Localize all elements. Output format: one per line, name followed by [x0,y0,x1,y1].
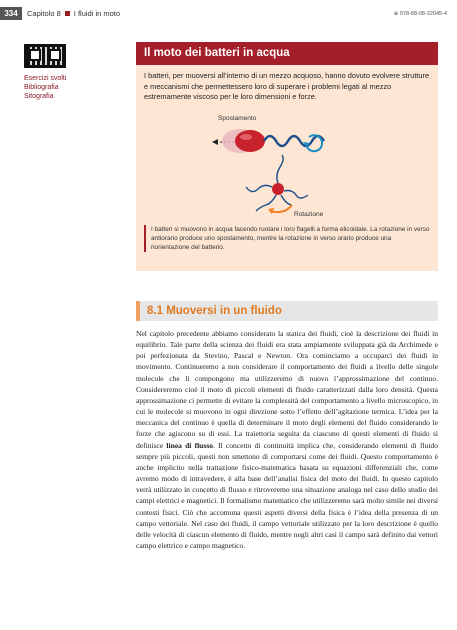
separator-square-icon [65,11,70,16]
link-sitografia[interactable]: Sitografia [24,93,54,100]
body-text [136,328,438,551]
section-heading [136,301,438,321]
body-paragraph [136,328,438,551]
body-part-2: . Il concetto di continuità implica che, considerando elementi di fluido sempre più piccoli, questi non smettono di comportarsi come dei fluidi. Questo comportamento è anche implicito nella trattazione fisico-matematica basata su equazioni differenziali che, come avremo modo di intravedere, è alla base dell’analisi fisica del moto dei fluidi. In questo capitolo verrà utilizzato in concetto di flusso e ritroveremo una situazione analoga nel caso dello studio dei campi elettrici e magnetici. Il formalismo matematico che utilizzeremo sarà molto simile nei diversi contesti fisici. Ciò che accomuna questi aspetti diversi della fisica è l’idea della presenza di un campo vettoriale. Nel caso dei fluidi, il campo vettoriale utilizzato per la loro descrizione è quello delle velocità di ciascun elemento di fluido, mentre negli altri casi il campo sarà definito dai vettori campo elettrico e campo magnetico. [136,440,438,550]
info-box [136,65,438,271]
flagellum-down-right [281,195,291,205]
bacteria-illustration [206,113,366,223]
chapter-label: Capitolo 8 [27,9,61,18]
bacterium-tumble-body [272,183,284,195]
label-rotazione: Rotazione [294,211,324,218]
bacterium-body [235,130,265,152]
qr-corner-right [49,49,61,61]
bold-term: linea di flusso [166,440,214,450]
arrow-head-left [212,139,218,145]
box-intro: I batteri, per muoversi all’interno di un mezzo acquoso, hanno dovuto evolvere strutture e meccanismi che permettessero loro di superare i problemi legati al mezzo estremamente viscoso per le loro dimensioni e forze. [144,71,430,101]
running-head [27,7,120,20]
section-number: 8.1 [147,305,163,317]
section-title-text: Muoversi in un fluido [166,305,282,317]
section-accent-bar [136,301,140,321]
section-title [147,301,282,321]
flagellum [264,136,324,146]
body-part-1: Nel capitolo precedente abbiamo considerato la statica dei fluidi, cioè la descrizione dei fluidi in equilibrio. Tale parte della scienza dei fluidi era stata ampiamente sviluppata già da Archimede e poi perfezionata da Stevino, Pascal e Newton. Ora cominciamo a occuparci dei fluidi in movimento. Continueremo a non considerare il comportamento dei fluidi a livello delle singole molecole che li compongono ma utilizzeremo di nuovo l’approssimazione del continuo. Considereremo cioè il moto di piccoli elementi di fluido caratterizzati dalla loro densità. Questa approssimazione ci permette di evitare la complessità del comportamento a livello microscopico, in cui le molecole si muovono in ogni direzione sotto l’effetto dell’agitazione termica. L’idea per la meccanica del continuo è quella di determinare il moto degli elementi del fluido considerando le forze che agiscono su di essi. La traiettoria seguita da ciascuno di questi elementi di fluido si definisce [136,329,438,450]
qr-code-icon[interactable] [24,44,66,68]
page-number: 334 [0,7,22,20]
flagellum-right [284,191,308,199]
flagellum-up [277,155,283,183]
bacteria-figure [206,113,366,223]
chapter-title: I fluidi in moto [73,9,121,18]
flagellum-left [246,185,272,191]
page-header [0,0,457,26]
qr-corner-left [29,49,41,61]
figure-caption: I batteri si muovono in acqua facendo ruotare i loro flagelli a forma elicoidale. La rotazione in verso antiorario produce uno spostamento, mentre la rotazione in verso orario produce una riorientazione del batterio. [144,225,431,252]
isbn: ⊕ 978-88-08-32045-4 [393,11,447,17]
label-spostamento: Spostamento [218,115,257,122]
sidebar-links [24,74,114,101]
bacterium-highlight [240,134,252,140]
link-bibliografia[interactable]: Bibliografia [24,84,59,91]
link-esercizi[interactable]: Esercizi svolti [24,75,67,82]
box-title: Il moto dei batteri in acqua [136,42,438,65]
